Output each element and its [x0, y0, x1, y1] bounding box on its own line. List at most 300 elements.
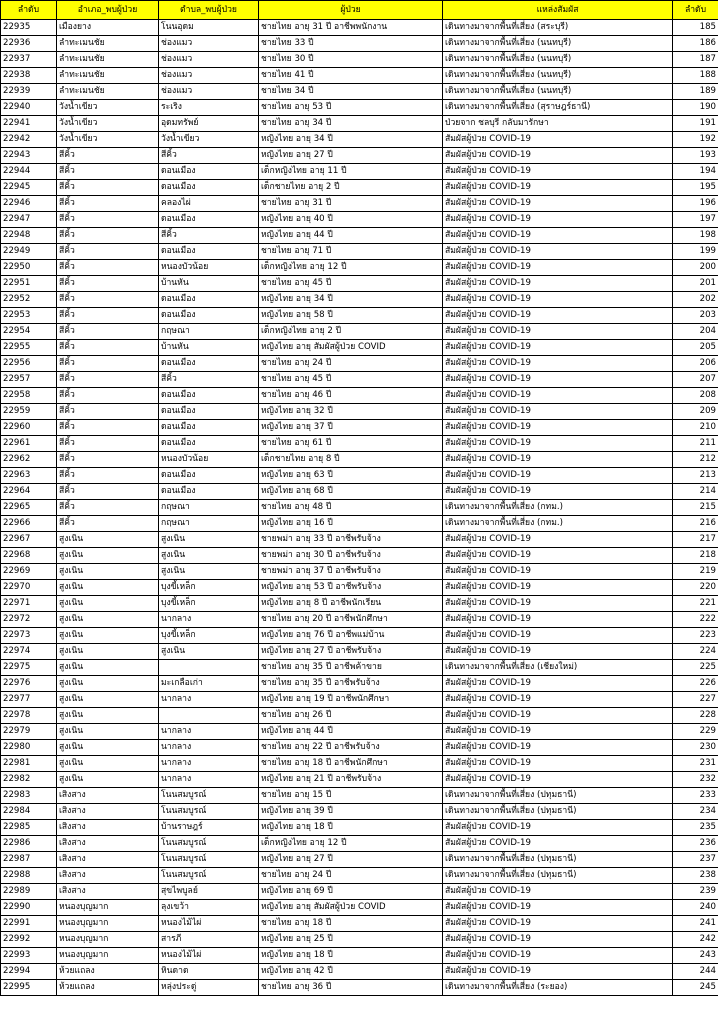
- cell-source: สัมผัสผู้ป่วย COVID-19: [443, 468, 673, 484]
- table-row: [1, 820, 718, 836]
- cell-no: 22959: [1, 404, 57, 420]
- cell-source: เดินทางมาจากพื้นที่เสี่ยง (ปทุมธานี): [443, 868, 673, 884]
- cell-district: ลำทะเมนชัย: [57, 84, 159, 100]
- cell-no: 22987: [1, 852, 57, 868]
- cell-subdistrict: โนนอุดม: [159, 20, 259, 36]
- cell-patient: ชายไทย อายุ 45 ปี: [259, 372, 443, 388]
- cell-patient: ชายไทย อายุ 31 ปี: [259, 196, 443, 212]
- cell-subdistrict: ดอนเมือง: [159, 356, 259, 372]
- cell-order: 208: [673, 388, 718, 404]
- cell-source: เดินทางมาจากพื้นที่เสี่ยง (สุราษฎร์ธานี): [443, 100, 673, 116]
- cell-source: สัมผัสผู้ป่วย COVID-19: [443, 564, 673, 580]
- cell-patient: เด็กชายไทย อายุ 8 ปี: [259, 452, 443, 468]
- cell-district: สูงเนิน: [57, 660, 159, 676]
- cell-district: วังน้ำเขียว: [57, 132, 159, 148]
- cell-district: สูงเนิน: [57, 596, 159, 612]
- cell-source: สัมผัสผู้ป่วย COVID-19: [443, 532, 673, 548]
- cell-district: สีคิ้ว: [57, 356, 159, 372]
- cell-no: 22954: [1, 324, 57, 340]
- table-row: [1, 84, 718, 100]
- cell-subdistrict: สีคิ้ว: [159, 228, 259, 244]
- cell-subdistrict: บ้านหัน: [159, 340, 259, 356]
- cell-district: สีคิ้ว: [57, 388, 159, 404]
- cell-order: 217: [673, 532, 718, 548]
- cell-district: สีคิ้ว: [57, 500, 159, 516]
- cell-subdistrict: สูงเนิน: [159, 644, 259, 660]
- cell-no: 22986: [1, 836, 57, 852]
- cell-subdistrict: สีคิ้ว: [159, 372, 259, 388]
- cell-order: 235: [673, 820, 718, 836]
- cell-district: เสิงสาง: [57, 836, 159, 852]
- cell-patient: ชายไทย อายุ 26 ปี: [259, 708, 443, 724]
- cell-no: 22964: [1, 484, 57, 500]
- cell-subdistrict: หนองบัวน้อย: [159, 452, 259, 468]
- table-row: [1, 676, 718, 692]
- cell-subdistrict: ดอนเมือง: [159, 164, 259, 180]
- cell-order: 211: [673, 436, 718, 452]
- cell-order: 227: [673, 692, 718, 708]
- cell-order: 210: [673, 420, 718, 436]
- cell-subdistrict: ดอนเมือง: [159, 388, 259, 404]
- cell-patient: หญิงไทย อายุ 42 ปี: [259, 964, 443, 980]
- cell-no: 22973: [1, 628, 57, 644]
- cell-district: สีคิ้ว: [57, 180, 159, 196]
- cell-order: 191: [673, 116, 718, 132]
- cell-district: เสิงสาง: [57, 868, 159, 884]
- cell-patient: เด็กหญิงไทย อายุ 2 ปี: [259, 324, 443, 340]
- cell-source: สัมผัสผู้ป่วย COVID-19: [443, 772, 673, 788]
- cell-district: สูงเนิน: [57, 580, 159, 596]
- cell-patient: ชายไทย อายุ 20 ปี อาชีพนักศึกษา: [259, 612, 443, 628]
- cell-no: 22943: [1, 148, 57, 164]
- cell-patient: หญิงไทย อายุ 69 ปี: [259, 884, 443, 900]
- cell-source: เดินทางมาจากพื้นที่เสี่ยง (นนทบุรี): [443, 68, 673, 84]
- table-row: [1, 324, 718, 340]
- cell-patient: หญิงไทย อายุ 19 ปี อาชีพนักศึกษา: [259, 692, 443, 708]
- table-row: [1, 916, 718, 932]
- cell-patient: หญิงไทย อายุ 53 ปี อาชีพรับจ้าง: [259, 580, 443, 596]
- cell-district: สูงเนิน: [57, 772, 159, 788]
- table-row: [1, 132, 718, 148]
- cell-patient: ชายไทย อายุ 18 ปี: [259, 916, 443, 932]
- cell-source: สัมผัสผู้ป่วย COVID-19: [443, 292, 673, 308]
- cell-no: 22938: [1, 68, 57, 84]
- table-row: [1, 100, 718, 116]
- cell-district: สูงเนิน: [57, 612, 159, 628]
- table-row: [1, 932, 718, 948]
- cell-patient: ชายไทย 30 ปี: [259, 52, 443, 68]
- table-row: [1, 356, 718, 372]
- cell-order: 218: [673, 548, 718, 564]
- table-row: [1, 660, 718, 676]
- cell-order: 192: [673, 132, 718, 148]
- cell-source: สัมผัสผู้ป่วย COVID-19: [443, 308, 673, 324]
- table-row: [1, 596, 718, 612]
- cell-subdistrict: โนนสมบูรณ์: [159, 804, 259, 820]
- cell-district: เสิงสาง: [57, 788, 159, 804]
- table-row: [1, 836, 718, 852]
- cell-no: 22939: [1, 84, 57, 100]
- cell-district: หนองบุญมาก: [57, 932, 159, 948]
- cell-district: สีคิ้ว: [57, 404, 159, 420]
- cell-order: 238: [673, 868, 718, 884]
- cell-subdistrict: หลุ่งประดู่: [159, 980, 259, 996]
- table-row: [1, 724, 718, 740]
- cell-source: สัมผัสผู้ป่วย COVID-19: [443, 212, 673, 228]
- table-row: [1, 436, 718, 452]
- cell-order: 199: [673, 244, 718, 260]
- table-row: [1, 516, 718, 532]
- cell-no: 22988: [1, 868, 57, 884]
- cell-patient: ชายไทย อายุ 46 ปี: [259, 388, 443, 404]
- table-row: [1, 404, 718, 420]
- header-subdistrict: ตำบล_พบผู้ป่วย: [159, 1, 259, 20]
- cell-patient: หญิงไทย อายุ 63 ปี: [259, 468, 443, 484]
- cell-source: สัมผัสผู้ป่วย COVID-19: [443, 276, 673, 292]
- cell-subdistrict: สูงเนิน: [159, 532, 259, 548]
- cell-no: 22945: [1, 180, 57, 196]
- cell-district: ลำทะเมนชัย: [57, 52, 159, 68]
- cell-subdistrict: นากลาง: [159, 724, 259, 740]
- cell-district: เมืองยาง: [57, 20, 159, 36]
- cell-district: สีคิ้ว: [57, 420, 159, 436]
- cell-subdistrict: สุขไพบูลย์: [159, 884, 259, 900]
- cell-order: 201: [673, 276, 718, 292]
- cell-source: เดินทางมาจากพื้นที่เสี่ยง (ระยอง): [443, 980, 673, 996]
- table-row: [1, 628, 718, 644]
- cell-district: สีคิ้ว: [57, 212, 159, 228]
- cell-no: 22978: [1, 708, 57, 724]
- cell-patient: หญิงไทย อายุ 34 ปี: [259, 292, 443, 308]
- cell-patient: ชายไทย อายุ 15 ปี: [259, 788, 443, 804]
- cell-no: 22971: [1, 596, 57, 612]
- table-row: [1, 788, 718, 804]
- cell-source: สัมผัสผู้ป่วย COVID-19: [443, 228, 673, 244]
- table-row: [1, 68, 718, 84]
- cell-subdistrict: ดอนเมือง: [159, 180, 259, 196]
- cell-order: 225: [673, 660, 718, 676]
- cell-subdistrict: นากลาง: [159, 740, 259, 756]
- table-row: [1, 532, 718, 548]
- cell-source: เดินทางมาจากพื้นที่เสี่ยง (ปทุมธานี): [443, 788, 673, 804]
- cell-patient: หญิงไทย อายุ 27 ปี อาชีพรับจ้าง: [259, 644, 443, 660]
- cell-order: 220: [673, 580, 718, 596]
- cell-no: 22981: [1, 756, 57, 772]
- cell-district: เสิงสาง: [57, 820, 159, 836]
- cell-no: 22944: [1, 164, 57, 180]
- cell-patient: ชายไทย อายุ 61 ปี: [259, 436, 443, 452]
- header-source: แหล่งสัมผัส: [443, 1, 673, 20]
- cell-patient: ชายไทย อายุ 36 ปี: [259, 980, 443, 996]
- cell-source: สัมผัสผู้ป่วย COVID-19: [443, 676, 673, 692]
- cell-source: สัมผัสผู้ป่วย COVID-19: [443, 324, 673, 340]
- cell-order: 209: [673, 404, 718, 420]
- cell-source: สัมผัสผู้ป่วย COVID-19: [443, 132, 673, 148]
- cell-patient: ชายไทย อายุ 35 ปี อาชีพค้าขาย: [259, 660, 443, 676]
- cell-district: สูงเนิน: [57, 676, 159, 692]
- cell-patient: หญิงไทย อายุ 40 ปี: [259, 212, 443, 228]
- cell-order: 198: [673, 228, 718, 244]
- cell-subdistrict: หนองไม้ไผ่: [159, 916, 259, 932]
- cell-no: 22951: [1, 276, 57, 292]
- cell-source: เดินทางมาจากพื้นที่เสี่ยง (นนทบุรี): [443, 36, 673, 52]
- cell-subdistrict: โนนสมบูรณ์: [159, 868, 259, 884]
- cell-district: สีคิ้ว: [57, 276, 159, 292]
- cell-source: สัมผัสผู้ป่วย COVID-19: [443, 820, 673, 836]
- cell-no: 22936: [1, 36, 57, 52]
- cell-subdistrict: โนนสมบูรณ์: [159, 836, 259, 852]
- cell-patient: เด็กหญิงไทย อายุ 11 ปี: [259, 164, 443, 180]
- cell-district: ลำทะเมนชัย: [57, 36, 159, 52]
- cell-patient: ชายไทย อายุ 34 ปี: [259, 116, 443, 132]
- table-row: [1, 372, 718, 388]
- header-order: ลำดับ: [673, 1, 718, 20]
- cell-no: 22948: [1, 228, 57, 244]
- cell-district: สีคิ้ว: [57, 340, 159, 356]
- cell-source: สัมผัสผู้ป่วย COVID-19: [443, 724, 673, 740]
- cell-source: เดินทางมาจากพื้นที่เสี่ยง (นนทบุรี): [443, 52, 673, 68]
- cell-district: เสิงสาง: [57, 852, 159, 868]
- cell-no: 22983: [1, 788, 57, 804]
- cell-district: วังน้ำเขียว: [57, 100, 159, 116]
- header-row: [1, 1, 718, 20]
- cell-subdistrict: [159, 660, 259, 676]
- cell-patient: หญิงไทย อายุ สัมผัสผู้ป่วย COVID: [259, 340, 443, 356]
- cell-no: 22956: [1, 356, 57, 372]
- cell-source: สัมผัสผู้ป่วย COVID-19: [443, 484, 673, 500]
- cell-no: 22937: [1, 52, 57, 68]
- cell-subdistrict: บ้านหัน: [159, 276, 259, 292]
- cell-order: 222: [673, 612, 718, 628]
- cell-no: 22953: [1, 308, 57, 324]
- cell-order: 241: [673, 916, 718, 932]
- cell-no: 22992: [1, 932, 57, 948]
- cell-source: สัมผัสผู้ป่วย COVID-19: [443, 916, 673, 932]
- cell-order: 231: [673, 756, 718, 772]
- cell-subdistrict: นากลาง: [159, 772, 259, 788]
- cell-district: หนองบุญมาก: [57, 900, 159, 916]
- cell-district: สีคิ้ว: [57, 308, 159, 324]
- cell-no: 22972: [1, 612, 57, 628]
- cell-subdistrict: ดอนเมือง: [159, 404, 259, 420]
- table-row: [1, 468, 718, 484]
- table-row: [1, 196, 718, 212]
- cell-no: 22952: [1, 292, 57, 308]
- table-row: [1, 212, 718, 228]
- table-row: [1, 948, 718, 964]
- cell-no: 22989: [1, 884, 57, 900]
- cell-district: สูงเนิน: [57, 532, 159, 548]
- cell-district: วังน้ำเขียว: [57, 116, 159, 132]
- cell-no: 22970: [1, 580, 57, 596]
- table-row: [1, 644, 718, 660]
- header-patient: ผู้ป่วย: [259, 1, 443, 20]
- cell-patient: หญิงไทย อายุ 37 ปี: [259, 420, 443, 436]
- cell-order: 221: [673, 596, 718, 612]
- cell-source: สัมผัสผู้ป่วย COVID-19: [443, 388, 673, 404]
- cell-order: 203: [673, 308, 718, 324]
- cell-no: 22935: [1, 20, 57, 36]
- table-row: [1, 36, 718, 52]
- cell-source: สัมผัสผู้ป่วย COVID-19: [443, 948, 673, 964]
- cell-subdistrict: ดอนเมือง: [159, 436, 259, 452]
- cell-no: 22961: [1, 436, 57, 452]
- cell-no: 22957: [1, 372, 57, 388]
- cell-district: สีคิ้ว: [57, 260, 159, 276]
- cell-no: 22955: [1, 340, 57, 356]
- cell-patient: หญิงไทย อายุ 39 ปี: [259, 804, 443, 820]
- cell-district: สูงเนิน: [57, 644, 159, 660]
- table-row: [1, 964, 718, 980]
- table-body: [1, 20, 718, 996]
- cell-patient: หญิงไทย อายุ 25 ปี: [259, 932, 443, 948]
- cell-order: 197: [673, 212, 718, 228]
- cell-source: สัมผัสผู้ป่วย COVID-19: [443, 164, 673, 180]
- table-row: [1, 420, 718, 436]
- cell-subdistrict: สารภี: [159, 932, 259, 948]
- cell-subdistrict: กฤษณา: [159, 500, 259, 516]
- cell-no: 22968: [1, 548, 57, 564]
- cell-patient: หญิงไทย อายุ 68 ปี: [259, 484, 443, 500]
- cell-patient: ชายพม่า อายุ 37 ปี อาชีพรับจ้าง: [259, 564, 443, 580]
- cell-patient: หญิงไทย อายุ 27 ปี: [259, 852, 443, 868]
- table-row: [1, 548, 718, 564]
- cell-subdistrict: [159, 708, 259, 724]
- cell-order: 190: [673, 100, 718, 116]
- cell-order: 185: [673, 20, 718, 36]
- cell-source: ป่วยจาก ชลบุรี กลับมารักษา: [443, 116, 673, 132]
- cell-subdistrict: บ้านราษฎร์: [159, 820, 259, 836]
- cell-source: สัมผัสผู้ป่วย COVID-19: [443, 436, 673, 452]
- cell-source: สัมผัสผู้ป่วย COVID-19: [443, 884, 673, 900]
- table-row: [1, 340, 718, 356]
- table-row: [1, 452, 718, 468]
- cell-district: สีคิ้ว: [57, 516, 159, 532]
- cell-order: 244: [673, 964, 718, 980]
- cell-order: 229: [673, 724, 718, 740]
- table-row: [1, 116, 718, 132]
- cell-patient: ชายพม่า อายุ 33 ปี อาชีพรับจ้าง: [259, 532, 443, 548]
- cell-patient: หญิงไทย อายุ 34 ปี: [259, 132, 443, 148]
- cell-order: 207: [673, 372, 718, 388]
- cell-source: เดินทางมาจากพื้นที่เสี่ยง (ปทุมธานี): [443, 804, 673, 820]
- cell-subdistrict: โนนสมบูรณ์: [159, 852, 259, 868]
- cell-subdistrict: ดอนเมือง: [159, 308, 259, 324]
- cell-source: เดินทางมาจากพื้นที่เสี่ยง (กทม.): [443, 500, 673, 516]
- cell-order: 239: [673, 884, 718, 900]
- cell-patient: ชายไทย 34 ปี: [259, 84, 443, 100]
- cell-no: 22963: [1, 468, 57, 484]
- table-row: [1, 980, 718, 996]
- cell-subdistrict: ดอนเมือง: [159, 484, 259, 500]
- table-row: [1, 852, 718, 868]
- cell-patient: หญิงไทย อายุ 27 ปี: [259, 148, 443, 164]
- cell-no: 22974: [1, 644, 57, 660]
- cell-patient: ชายไทย อายุ 24 ปี: [259, 356, 443, 372]
- cell-subdistrict: กฤษณา: [159, 516, 259, 532]
- cell-order: 188: [673, 68, 718, 84]
- cell-subdistrict: นากลาง: [159, 756, 259, 772]
- cell-source: สัมผัสผู้ป่วย COVID-19: [443, 740, 673, 756]
- cell-source: เดินทางมาจากพื้นที่เสี่ยง (ปทุมธานี): [443, 852, 673, 868]
- cell-order: 219: [673, 564, 718, 580]
- cell-patient: ชายไทย อายุ 48 ปี: [259, 500, 443, 516]
- cell-source: สัมผัสผู้ป่วย COVID-19: [443, 644, 673, 660]
- cell-order: 228: [673, 708, 718, 724]
- cell-patient: ชายไทย อายุ 71 ปี: [259, 244, 443, 260]
- table-row: [1, 388, 718, 404]
- cell-patient: หญิงไทย อายุ สัมผัสผู้ป่วย COVID: [259, 900, 443, 916]
- table-row: [1, 708, 718, 724]
- cell-subdistrict: ลุงเขว้า: [159, 900, 259, 916]
- header-no: ลำดับ: [1, 1, 57, 20]
- cell-no: 22975: [1, 660, 57, 676]
- table-row: [1, 276, 718, 292]
- table-row: [1, 260, 718, 276]
- cell-patient: หญิงไทย อายุ 32 ปี: [259, 404, 443, 420]
- cell-order: 243: [673, 948, 718, 964]
- cell-order: 193: [673, 148, 718, 164]
- cell-patient: ชายไทย อายุ 35 ปี อาชีพรับจ้าง: [259, 676, 443, 692]
- cell-order: 240: [673, 900, 718, 916]
- cell-source: สัมผัสผู้ป่วย COVID-19: [443, 340, 673, 356]
- cell-subdistrict: บุงขี้เหล็ก: [159, 628, 259, 644]
- cell-order: 245: [673, 980, 718, 996]
- cell-patient: หญิงไทย อายุ 58 ปี: [259, 308, 443, 324]
- cell-patient: หญิงไทย อายุ 44 ปี: [259, 228, 443, 244]
- cell-order: 226: [673, 676, 718, 692]
- cell-order: 186: [673, 36, 718, 52]
- cell-subdistrict: สูงเนิน: [159, 548, 259, 564]
- cell-patient: ชายไทย 33 ปี: [259, 36, 443, 52]
- cell-no: 22985: [1, 820, 57, 836]
- cell-subdistrict: โนนสมบูรณ์: [159, 788, 259, 804]
- cell-patient: หญิงไทย อายุ 18 ปี: [259, 820, 443, 836]
- cell-no: 22993: [1, 948, 57, 964]
- table-row: [1, 228, 718, 244]
- cell-district: สีคิ้ว: [57, 468, 159, 484]
- cell-patient: ชายไทย อายุ 45 ปี: [259, 276, 443, 292]
- cell-no: 22966: [1, 516, 57, 532]
- cell-order: 216: [673, 516, 718, 532]
- cell-order: 189: [673, 84, 718, 100]
- cell-order: 202: [673, 292, 718, 308]
- cell-order: 234: [673, 804, 718, 820]
- cell-order: 242: [673, 932, 718, 948]
- cell-patient: หญิงไทย อายุ 76 ปี อาชีพแม่บ้าน: [259, 628, 443, 644]
- cell-district: สูงเนิน: [57, 692, 159, 708]
- cell-order: 224: [673, 644, 718, 660]
- cell-district: ห้วยแถลง: [57, 980, 159, 996]
- cell-source: สัมผัสผู้ป่วย COVID-19: [443, 692, 673, 708]
- cell-patient: ชายไทย อายุ 24 ปี: [259, 868, 443, 884]
- cell-source: เดินทางมาจากพื้นที่เสี่ยง (สระบุรี): [443, 20, 673, 36]
- cell-district: เสิงสาง: [57, 884, 159, 900]
- cell-patient: ชายพม่า อายุ 30 ปี อาชีพรับจ้าง: [259, 548, 443, 564]
- cell-district: สีคิ้ว: [57, 196, 159, 212]
- cell-no: 22982: [1, 772, 57, 788]
- cell-order: 212: [673, 452, 718, 468]
- cell-no: 22940: [1, 100, 57, 116]
- cell-subdistrict: วังน้ำเขียว: [159, 132, 259, 148]
- table-row: [1, 164, 718, 180]
- cell-district: สูงเนิน: [57, 724, 159, 740]
- cell-patient: หญิงไทย อายุ 21 ปี อาชีพรับจ้าง: [259, 772, 443, 788]
- cell-source: สัมผัสผู้ป่วย COVID-19: [443, 756, 673, 772]
- cell-source: สัมผัสผู้ป่วย COVID-19: [443, 148, 673, 164]
- cell-order: 236: [673, 836, 718, 852]
- cell-order: 187: [673, 52, 718, 68]
